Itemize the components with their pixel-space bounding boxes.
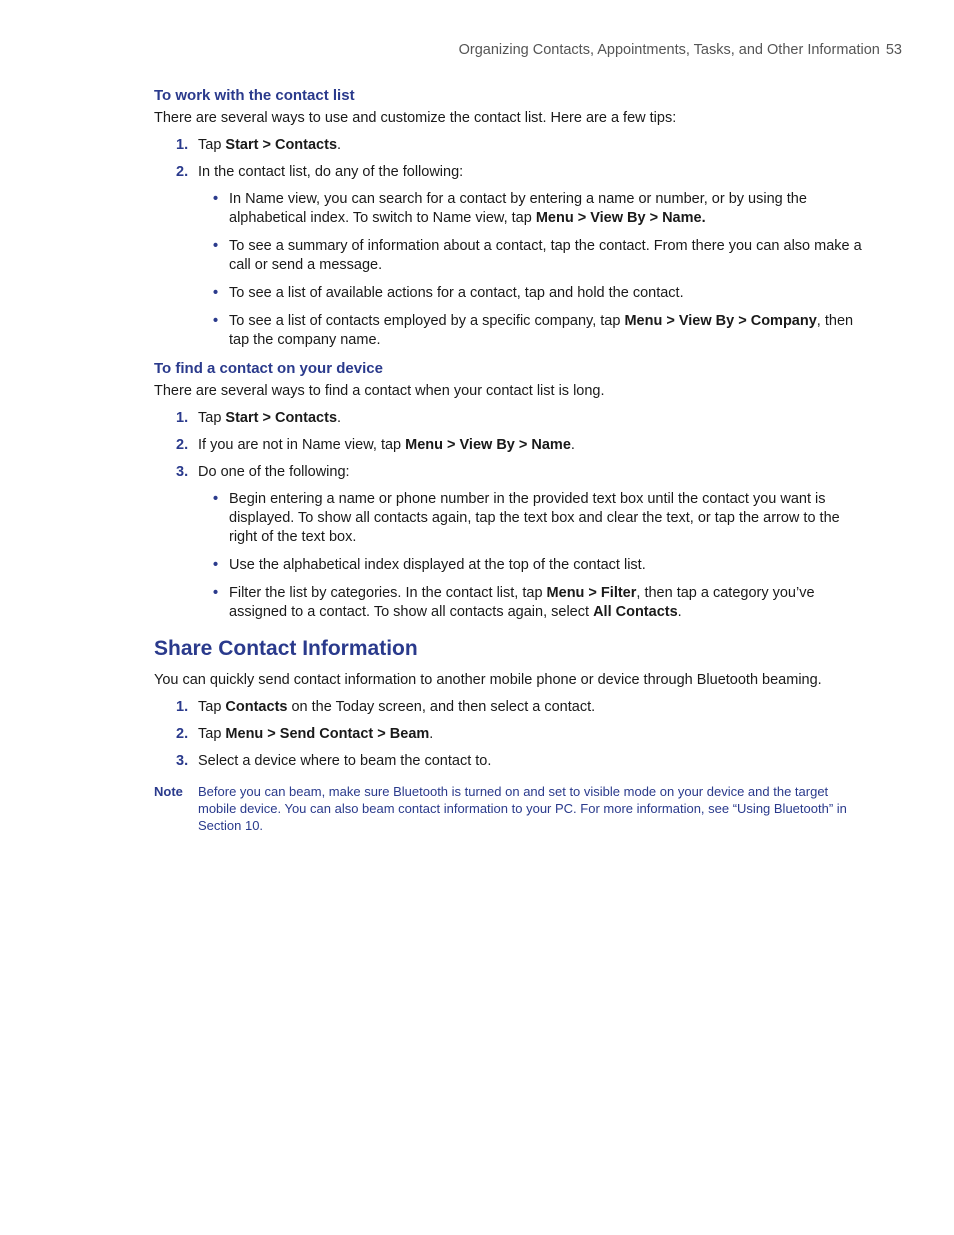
bullet-icon: • [213,557,219,573]
bullet-icon: • [213,238,219,254]
share-steps [176,698,866,771]
work-list-intro: There are several ways to use and customize the contact list. Here are a few tips: [154,110,677,126]
step-number: 2. [176,726,189,742]
step-item: 3. Do one of the following: • Begin entering a name or phone number in the provided text box until the contact you want is displayed. To show all contacts again, tap the text box and clear the text, or tap the arrow to the right of the text box. • Use the alphabetical index displayed at the top of the contact list. • Filter the list by categories. In the contact list, tap Menu > Filter, then tap a category you’ve assigned to a contact. To show all contacts again, select All Contacts. [176,463,866,622]
bullet-icon: • [213,491,219,507]
share-section-title: Share Contact Information [154,637,418,660]
step-item: 1. Tap Contacts on the Today screen, and then select a contact. [176,699,596,715]
step-number: 2. [176,437,189,453]
note-text: Before you can beam, make sure Bluetooth is turned on and set to visible mode on your device and the target mobile device. You can also beam contact information to your PC. For more information, see “Using Bluetooth” in Section 10. [198,784,847,833]
step-item: 1. Tap Start > Contacts. [176,137,342,153]
bullet-item: • Filter the list by categories. In the contact list, tap Menu > Filter, then tap a category you’ve assigned to a contact. To show all contacts again, select All Contacts. [213,585,815,620]
note-box [154,783,866,834]
step-item: 1. Tap Start > Contacts. [176,410,342,426]
bullet-item: • To see a list of available actions for a contact, tap and hold the contact. [213,285,684,301]
step-item: 2. Tap Menu > Send Contact > Beam. [176,726,434,742]
work-list-steps [176,136,866,350]
running-title: Organizing Contacts, Appointments, Tasks, and Other Information [458,42,880,58]
bullet-item: • To see a list of contacts employed by a specific company, tap Menu > View By > Company, then tap the company name. [213,313,854,348]
find-contact-heading: To find a contact on your device [154,360,383,377]
step-number: 1. [176,410,189,426]
running-header [459,41,902,60]
bullet-icon: • [213,313,219,329]
work-list-heading: To work with the contact list [154,87,355,104]
step-number: 1. [176,699,189,715]
note-label: Note [154,784,183,799]
work-list-tips [213,190,866,350]
step-number: 2. [176,164,189,180]
share-intro: You can quickly send contact information to another mobile phone or device through Bluetooth beaming. [154,672,822,688]
step-item: 3. Select a device where to beam the contact to. [176,753,492,769]
bullet-icon: • [213,285,219,301]
page-number: 53 [885,42,902,58]
find-contact-steps [176,409,866,622]
bullet-item: • Use the alphabetical index displayed at the top of the contact list. [213,557,646,573]
bullet-icon: • [213,585,219,601]
bullet-icon: • [213,191,219,207]
step-number: 1. [176,137,189,153]
find-contact-options [213,490,866,622]
bullet-item: • In Name view, you can search for a contact by entering a name or number, or by using the alphabetical index. To switch to Name view, tap Menu > View By > Name. [213,191,807,226]
step-item: 2. In the contact list, do any of the following: • In Name view, you can search for a contact by entering a name or number, or by using the alphabetical index. To switch to Name view, tap Menu > View By > Name. • To see a summary of information about a contact, tap the contact. From there you can also make a call or send a message. • To see a list of available actions for a contact, tap and hold the contact. • To see a list of contacts employed by a specific company, tap Menu > View By > Company, then tap the company name. [176,163,866,350]
bullet-item: • Begin entering a name or phone number in the provided text box until the contact you want is displayed. To show all contacts again, tap the text box and clear the text, or tap the arrow to the right of the text box. [213,491,840,545]
bullet-item: • To see a summary of information about a contact, tap the contact. From there you can also make a call or send a message. [213,238,862,273]
step-item: 2. If you are not in Name view, tap Menu > View By > Name. [176,437,575,453]
find-contact-intro: There are several ways to find a contact when your contact list is long. [154,383,605,399]
page-content [154,86,866,834]
step-number: 3. [176,464,189,480]
step-number: 3. [176,753,189,769]
